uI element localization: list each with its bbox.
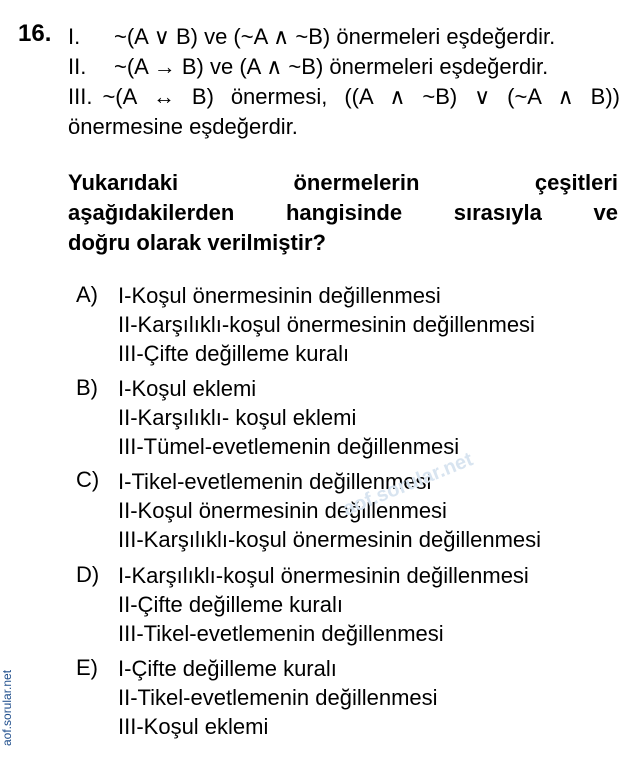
option-e[interactable] (118, 654, 438, 741)
stem-line-1: Yukarıdaki önermelerin çeşitleri (68, 170, 618, 195)
statement-3-text: ~(A ↔ B) önermesi, ((A ∧ ~B) ∨ (~A ∧ B)) (102, 84, 620, 109)
stem-line-2: aşağıdakilerden hangisinde sırasıyla ve (68, 200, 618, 225)
statement-2-text: ~(A → B) ve (A ∧ ~B) önermeleri eşdeğerdir. (114, 54, 549, 79)
option-b-letter[interactable]: B) (76, 375, 98, 400)
option-a-line-2: II-Karşılıklı-koşul önermesinin değillenmesi (118, 312, 535, 337)
option-c-line-1: I-Tikel-evetlemenin değillenmesi (118, 469, 432, 494)
statement-2-label: II. (68, 54, 87, 79)
option-d-line-2: II-Çifte değilleme kuralı (118, 592, 343, 617)
option-b-line-3: III-Tümel-evetlemenin değillenmesi (118, 434, 460, 459)
option-a-letter[interactable]: A) (76, 282, 98, 307)
option-c-line-3: III-Karşılıklı-koşul önermesinin değillenmesi (118, 527, 542, 552)
side-watermark: aof.sorular.net (0, 669, 14, 746)
statement-1-label: I. (68, 24, 81, 49)
option-d-line-1: I-Karşılıklı-koşul önermesinin değillenmesi (118, 563, 529, 588)
option-a-line-3: III-Çifte değilleme kuralı (118, 341, 350, 366)
option-e-letter[interactable]: E) (76, 655, 98, 680)
question-number: 16. (18, 20, 52, 47)
statement-1-text: ~(A ∨ B) ve (~A ∧ ~B) önermeleri eşdeğerdir. (114, 24, 556, 49)
option-d[interactable] (118, 561, 529, 648)
option-a-line-1: I-Koşul önermesinin değillenmesi (118, 283, 441, 308)
option-b-line-1: I-Koşul eklemi (118, 376, 257, 401)
option-c[interactable] (118, 467, 541, 554)
option-d-line-3: III-Tikel-evetlemenin değillenmesi (118, 621, 444, 646)
option-e-line-3: III-Koşul eklemi (118, 714, 269, 739)
option-b[interactable] (118, 374, 459, 461)
statement-2 (68, 52, 620, 82)
center-watermark: aof.sorular.net (340, 448, 477, 521)
statement-3-label: III. (68, 84, 93, 109)
option-c-line-2: II-Koşul önermesinin değillenmesi (118, 498, 447, 523)
option-c-letter[interactable]: C) (76, 467, 100, 492)
option-d-letter[interactable]: D) (76, 562, 100, 587)
statement-3-continuation: önermesine eşdeğerdir. (68, 114, 298, 139)
question-stem (68, 168, 618, 258)
statement-3 (68, 82, 620, 112)
statement-1 (68, 22, 620, 52)
option-e-line-2: II-Tikel-evetlemenin değillenmesi (118, 685, 438, 710)
stem-line-3: doğru olarak verilmiştir? (68, 230, 326, 255)
option-b-line-2: II-Karşılıklı- koşul eklemi (118, 405, 357, 430)
option-e-line-1: I-Çifte değilleme kuralı (118, 656, 337, 681)
option-a[interactable] (118, 281, 535, 368)
